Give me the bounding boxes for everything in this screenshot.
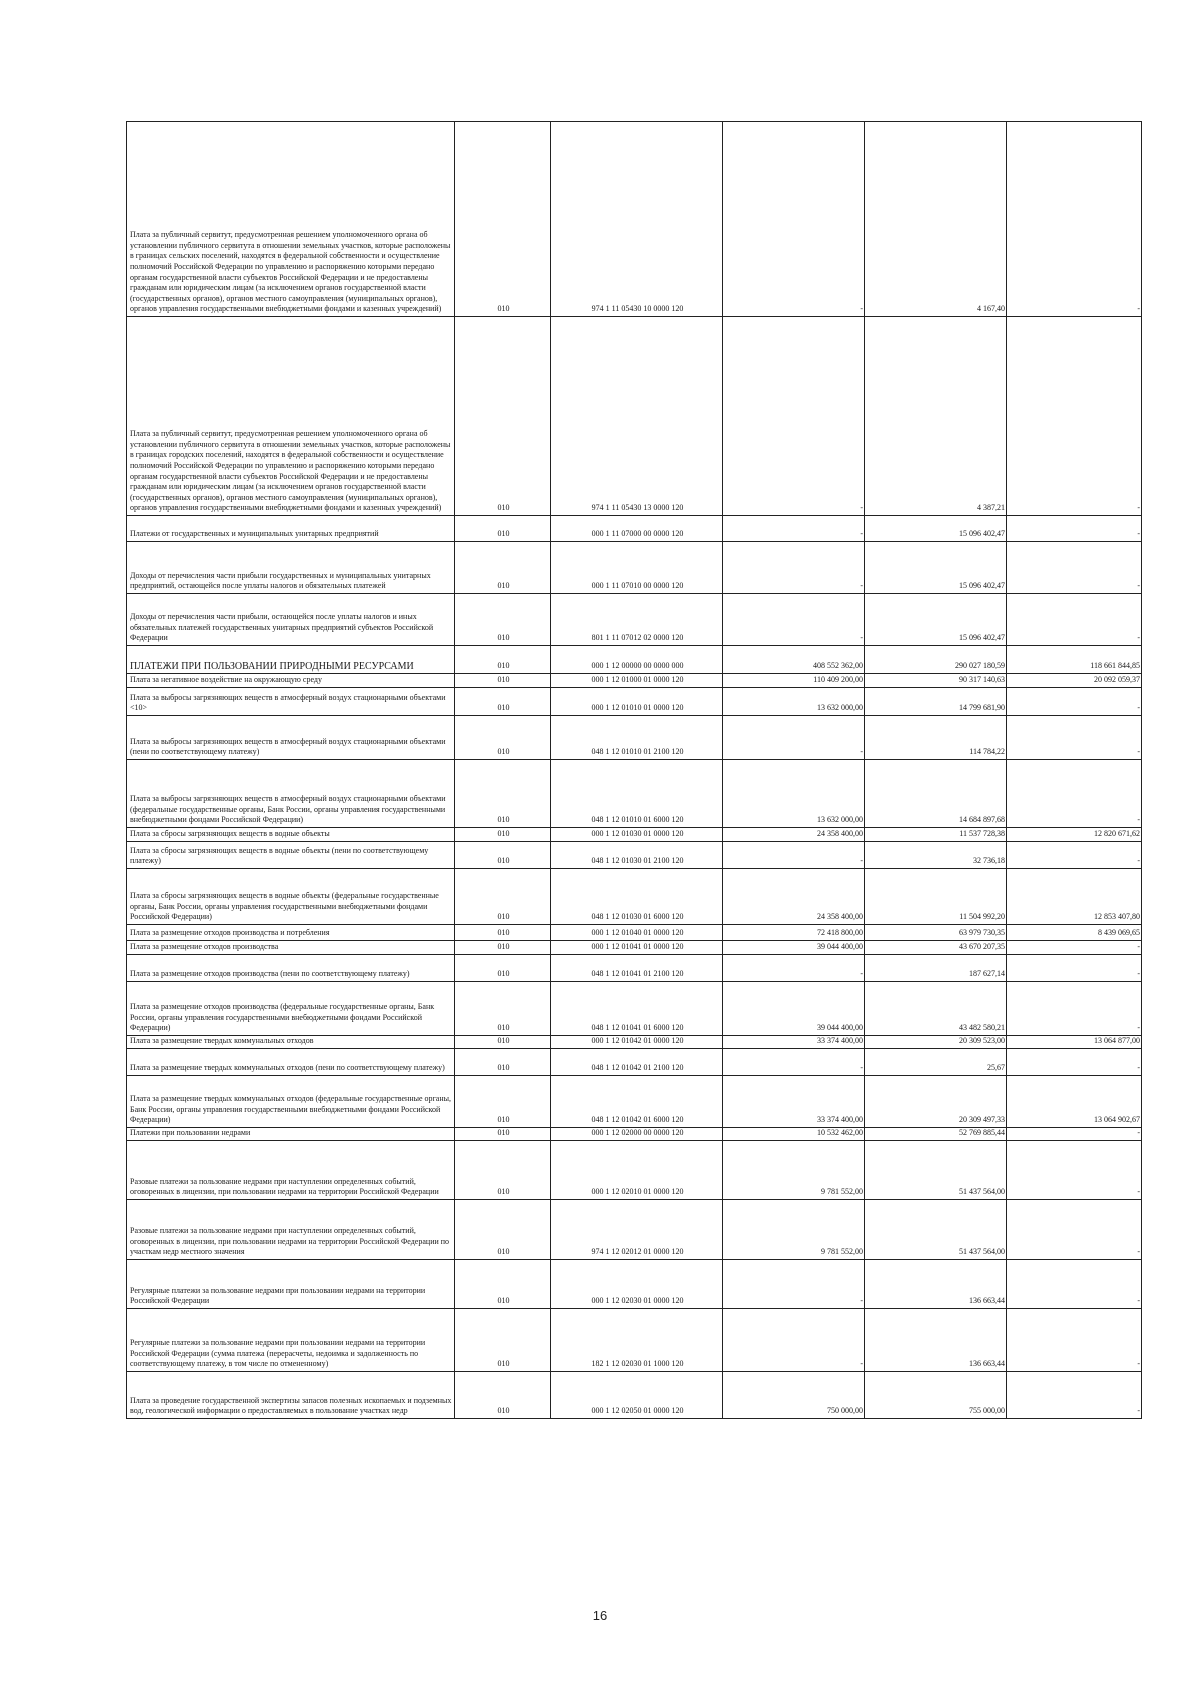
- table-body: [127, 122, 1142, 1419]
- row-kbk: 048 1 12 01042 01 2100 120: [551, 1049, 723, 1076]
- row-name: Плата за выбросы загрязняющих веществ в атмосферный воздух стационарными объектами (федеральные государственные органы, Банк России, органы управления государственными внебюджетными фондами Российской Федерации): [127, 760, 455, 828]
- table-row: [127, 122, 1142, 317]
- row-code: 010: [455, 1200, 551, 1260]
- row-code: 010: [455, 1036, 551, 1049]
- row-unexecuted-value: -: [1007, 955, 1142, 982]
- row-code: 010: [455, 674, 551, 688]
- row-code: 010: [455, 760, 551, 828]
- row-executed-value: 136 663,44: [865, 1309, 1007, 1372]
- row-name: Плата за сбросы загрязняющих веществ в водные объекты (пени по соответствующему платежу): [127, 842, 455, 869]
- row-plan-value: 72 418 800,00: [723, 925, 865, 941]
- row-name: Плата за размещение твердых коммунальных отходов (федеральные государственные органы, Банк России, органы управления государственными внебюджетными фондами Российской Федерации): [127, 1076, 455, 1128]
- table-row: [127, 925, 1142, 941]
- row-executed-value: 290 027 180,59: [865, 646, 1007, 674]
- table-row: [127, 828, 1142, 842]
- row-plan-value: 24 358 400,00: [723, 828, 865, 842]
- row-kbk: 000 1 12 01010 01 0000 120: [551, 688, 723, 716]
- row-kbk: 182 1 12 02030 01 1000 120: [551, 1309, 723, 1372]
- row-plan-value: 13 632 000,00: [723, 688, 865, 716]
- row-kbk: 000 1 12 02030 01 0000 120: [551, 1260, 723, 1309]
- row-plan-value: 13 632 000,00: [723, 760, 865, 828]
- row-name: Плата за сбросы загрязняющих веществ в водные объекты: [127, 828, 455, 842]
- row-executed-value: 32 736,18: [865, 842, 1007, 869]
- table-row: [127, 1076, 1142, 1128]
- row-code: 010: [455, 688, 551, 716]
- row-code: 010: [455, 955, 551, 982]
- row-unexecuted-value: -: [1007, 716, 1142, 760]
- row-plan-value: 24 358 400,00: [723, 869, 865, 925]
- row-plan-value: 33 374 400,00: [723, 1076, 865, 1128]
- row-name: Регулярные платежи за пользование недрами при пользовании недрами на территории Российской Федерации (сумма платежа (перерасчеты, недоимка и задолженность по соответствующему платежу, в том числе по отмененному): [127, 1309, 455, 1372]
- table-row: [127, 516, 1142, 542]
- row-code: 010: [455, 317, 551, 516]
- row-plan-value: 39 044 400,00: [723, 941, 865, 955]
- row-code: 010: [455, 941, 551, 955]
- row-plan-value: 10 532 462,00: [723, 1128, 865, 1141]
- row-plan-value: -: [723, 122, 865, 317]
- row-kbk: 000 1 11 07000 00 0000 120: [551, 516, 723, 542]
- row-plan-value: -: [723, 955, 865, 982]
- row-kbk: 000 1 12 01042 01 0000 120: [551, 1036, 723, 1049]
- row-plan-value: 9 781 552,00: [723, 1141, 865, 1200]
- row-name: Разовые платежи за пользование недрами при наступлении определенных событий, оговоренных в лицензии, при пользовании недрами на территории Российской Федерации по участкам недр местного значения: [127, 1200, 455, 1260]
- row-executed-value: 15 096 402,47: [865, 542, 1007, 594]
- row-kbk: 000 1 12 02010 01 0000 120: [551, 1141, 723, 1200]
- row-unexecuted-value: -: [1007, 1200, 1142, 1260]
- row-unexecuted-value: -: [1007, 1260, 1142, 1309]
- table-row: [127, 688, 1142, 716]
- row-code: 010: [455, 646, 551, 674]
- row-kbk: 048 1 12 01041 01 6000 120: [551, 982, 723, 1036]
- table-row: [127, 1049, 1142, 1076]
- row-kbk: 801 1 11 07012 02 0000 120: [551, 594, 723, 646]
- row-executed-value: 187 627,14: [865, 955, 1007, 982]
- row-name: Регулярные платежи за пользование недрами при пользовании недрами на территории Российской Федерации: [127, 1260, 455, 1309]
- table-row: [127, 1141, 1142, 1200]
- row-name: Плата за размещение отходов производства (пени по соответствующему платежу): [127, 955, 455, 982]
- row-name: Плата за размещение твердых коммунальных отходов: [127, 1036, 455, 1049]
- row-plan-value: 33 374 400,00: [723, 1036, 865, 1049]
- row-unexecuted-value: -: [1007, 1372, 1142, 1419]
- row-code: 010: [455, 1128, 551, 1141]
- row-code: 010: [455, 594, 551, 646]
- row-unexecuted-value: 12 820 671,62: [1007, 828, 1142, 842]
- row-executed-value: 52 769 885,44: [865, 1128, 1007, 1141]
- row-executed-value: 11 504 992,20: [865, 869, 1007, 925]
- row-name: Плата за публичный сервитут, предусмотренная решением уполномоченного органа об установлении публичного сервитута в отношении земельных участков, которые расположены в границах сельских поселений, находятся в федеральной собственности и осуществление полномочий Российской Федерации по управлению и распоряжению которыми передано органам государственной власти субъектов Российской Федерации и не предоставлены гражданам или юридическим лицам (за исключением органов государственной власти (государственных органов), органов местного самоуправления (муниципальных органов), органов управления государственными внебюджетными фондами и казенных учреждений): [127, 122, 455, 317]
- row-kbk: 048 1 12 01010 01 6000 120: [551, 760, 723, 828]
- row-executed-value: 15 096 402,47: [865, 516, 1007, 542]
- row-executed-value: 90 317 140,63: [865, 674, 1007, 688]
- row-unexecuted-value: -: [1007, 842, 1142, 869]
- table-row: [127, 1036, 1142, 1049]
- row-unexecuted-value: -: [1007, 760, 1142, 828]
- row-kbk: 000 1 12 02000 00 0000 120: [551, 1128, 723, 1141]
- row-plan-value: -: [723, 516, 865, 542]
- row-code: 010: [455, 1309, 551, 1372]
- row-executed-value: 63 979 730,35: [865, 925, 1007, 941]
- row-name: Доходы от перечисления части прибыли, остающейся после уплаты налогов и иных обязательных платежей государственных унитарных предприятий субъектов Российской Федерации: [127, 594, 455, 646]
- row-name: Плата за размещение отходов производства и потребления: [127, 925, 455, 941]
- table-row: [127, 542, 1142, 594]
- row-unexecuted-value: 20 092 059,37: [1007, 674, 1142, 688]
- row-code: 010: [455, 842, 551, 869]
- row-kbk: 048 1 12 01042 01 6000 120: [551, 1076, 723, 1128]
- row-code: 010: [455, 122, 551, 317]
- table-row: [127, 982, 1142, 1036]
- row-plan-value: -: [723, 1309, 865, 1372]
- table-row: [127, 1260, 1142, 1309]
- row-unexecuted-value: -: [1007, 941, 1142, 955]
- row-unexecuted-value: -: [1007, 594, 1142, 646]
- row-unexecuted-value: -: [1007, 1049, 1142, 1076]
- row-name: Плата за сбросы загрязняющих веществ в водные объекты (федеральные государственные органы, Банк России, органы управления государственными внебюджетными фондами Российской Федерации): [127, 869, 455, 925]
- row-executed-value: 14 799 681,90: [865, 688, 1007, 716]
- row-plan-value: 9 781 552,00: [723, 1200, 865, 1260]
- row-name: Плата за публичный сервитут, предусмотренная решением уполномоченного органа об установлении публичного сервитута в отношении земельных участков, которые расположены в границах городских поселений, находятся в федеральной собственности и осуществление полномочий Российской Федерации по управлению и распоряжению которыми передано органам государственной власти субъектов Российской Федерации и не предоставлены гражданам или юридическим лицам (за исключением органов государственной власти (государственных органов), органов местного самоуправления (муниципальных органов), органов управления государственными внебюджетными фондами и казенных учреждений): [127, 317, 455, 516]
- table-row: [127, 646, 1142, 674]
- row-unexecuted-value: 118 661 844,85: [1007, 646, 1142, 674]
- table-row: [127, 760, 1142, 828]
- row-name: Плата за выбросы загрязняющих веществ в атмосферный воздух стационарными объектами (пени по соответствующему платежу): [127, 716, 455, 760]
- row-unexecuted-value: -: [1007, 1141, 1142, 1200]
- row-unexecuted-value: -: [1007, 982, 1142, 1036]
- row-kbk: 000 1 12 01030 01 0000 120: [551, 828, 723, 842]
- row-name: Платежи от государственных и муниципальных унитарных предприятий: [127, 516, 455, 542]
- row-unexecuted-value: -: [1007, 1128, 1142, 1141]
- row-kbk: 974 1 11 05430 13 0000 120: [551, 317, 723, 516]
- row-plan-value: -: [723, 1049, 865, 1076]
- row-code: 010: [455, 1372, 551, 1419]
- row-plan-value: -: [723, 542, 865, 594]
- row-code: 010: [455, 982, 551, 1036]
- table-row: [127, 869, 1142, 925]
- table-row: [127, 1309, 1142, 1372]
- table-row: [127, 842, 1142, 869]
- page-number: 16: [592, 1608, 608, 1623]
- row-code: 010: [455, 1141, 551, 1200]
- row-unexecuted-value: -: [1007, 122, 1142, 317]
- row-name: Плата за проведение государственной экспертизы запасов полезных ископаемых и подземных вод, геологической информации о предоставляемых в пользование участках недр: [127, 1372, 455, 1419]
- row-code: 010: [455, 925, 551, 941]
- row-executed-value: 43 670 207,35: [865, 941, 1007, 955]
- row-executed-value: 11 537 728,38: [865, 828, 1007, 842]
- row-executed-value: 15 096 402,47: [865, 594, 1007, 646]
- row-unexecuted-value: -: [1007, 542, 1142, 594]
- row-name: Плата за размещение твердых коммунальных отходов (пени по соответствующему платежу): [127, 1049, 455, 1076]
- row-unexecuted-value: -: [1007, 317, 1142, 516]
- row-unexecuted-value: -: [1007, 688, 1142, 716]
- row-name: Плата за размещение отходов производства (федеральные государственные органы, Банк России, органы управления государственными внебюджетными фондами Российской Федерации): [127, 982, 455, 1036]
- row-plan-value: 408 552 362,00: [723, 646, 865, 674]
- row-code: 010: [455, 828, 551, 842]
- row-kbk: 000 1 12 01040 01 0000 120: [551, 925, 723, 941]
- table-row: [127, 674, 1142, 688]
- row-kbk: 000 1 12 01000 01 0000 120: [551, 674, 723, 688]
- table-row: [127, 941, 1142, 955]
- row-kbk: 048 1 12 01030 01 2100 120: [551, 842, 723, 869]
- row-kbk: 000 1 12 02050 01 0000 120: [551, 1372, 723, 1419]
- table-row: [127, 1200, 1142, 1260]
- table-row: [127, 1372, 1142, 1419]
- row-unexecuted-value: -: [1007, 516, 1142, 542]
- table-row: [127, 716, 1142, 760]
- table-row: [127, 955, 1142, 982]
- row-code: 010: [455, 1260, 551, 1309]
- row-kbk: 974 1 12 02012 01 0000 120: [551, 1200, 723, 1260]
- row-executed-value: 43 482 580,21: [865, 982, 1007, 1036]
- row-kbk: 048 1 12 01041 01 2100 120: [551, 955, 723, 982]
- row-plan-value: -: [723, 1260, 865, 1309]
- row-code: 010: [455, 869, 551, 925]
- row-executed-value: 51 437 564,00: [865, 1200, 1007, 1260]
- row-executed-value: 51 437 564,00: [865, 1141, 1007, 1200]
- row-executed-value: 136 663,44: [865, 1260, 1007, 1309]
- row-plan-value: 750 000,00: [723, 1372, 865, 1419]
- row-plan-value: -: [723, 317, 865, 516]
- table-row: [127, 317, 1142, 516]
- row-kbk: 974 1 11 05430 10 0000 120: [551, 122, 723, 317]
- row-name: Плата за негативное воздействие на окружающую среду: [127, 674, 455, 688]
- row-executed-value: 20 309 523,00: [865, 1036, 1007, 1049]
- row-kbk: 000 1 11 07010 00 0000 120: [551, 542, 723, 594]
- row-kbk: 000 1 12 01041 01 0000 120: [551, 941, 723, 955]
- row-executed-value: 14 684 897,68: [865, 760, 1007, 828]
- table-row: [127, 594, 1142, 646]
- row-name: Доходы от перечисления части прибыли государственных и муниципальных унитарных предприятий, остающейся после уплаты налогов и обязательных платежей: [127, 542, 455, 594]
- row-name: Плата за размещение отходов производства: [127, 941, 455, 955]
- row-unexecuted-value: 13 064 877,00: [1007, 1036, 1142, 1049]
- row-unexecuted-value: 12 853 407,80: [1007, 869, 1142, 925]
- row-executed-value: 4 167,40: [865, 122, 1007, 317]
- row-code: 010: [455, 1076, 551, 1128]
- row-name: ПЛАТЕЖИ ПРИ ПОЛЬЗОВАНИИ ПРИРОДНЫМИ РЕСУРСАМИ: [127, 646, 455, 674]
- row-plan-value: -: [723, 594, 865, 646]
- row-kbk: 048 1 12 01010 01 2100 120: [551, 716, 723, 760]
- row-unexecuted-value: -: [1007, 1309, 1142, 1372]
- row-executed-value: 20 309 497,33: [865, 1076, 1007, 1128]
- row-executed-value: 755 000,00: [865, 1372, 1007, 1419]
- row-executed-value: 4 387,21: [865, 317, 1007, 516]
- row-code: 010: [455, 542, 551, 594]
- row-plan-value: -: [723, 842, 865, 869]
- row-unexecuted-value: 13 064 902,67: [1007, 1076, 1142, 1128]
- row-name: Плата за выбросы загрязняющих веществ в атмосферный воздух стационарными объектами <10>: [127, 688, 455, 716]
- row-name: Платежи при пользовании недрами: [127, 1128, 455, 1141]
- row-code: 010: [455, 516, 551, 542]
- row-plan-value: 110 409 200,00: [723, 674, 865, 688]
- row-plan-value: 39 044 400,00: [723, 982, 865, 1036]
- row-name: Разовые платежи за пользование недрами при наступлении определенных событий, оговоренных в лицензии, при пользовании недрами на территории Российской Федерации: [127, 1141, 455, 1200]
- row-unexecuted-value: 8 439 069,65: [1007, 925, 1142, 941]
- table-row: [127, 1128, 1142, 1141]
- row-plan-value: -: [723, 716, 865, 760]
- row-code: 010: [455, 1049, 551, 1076]
- row-executed-value: 25,67: [865, 1049, 1007, 1076]
- revenue-table: [126, 121, 1142, 1419]
- row-executed-value: 114 784,22: [865, 716, 1007, 760]
- row-kbk: 000 1 12 00000 00 0000 000: [551, 646, 723, 674]
- row-code: 010: [455, 716, 551, 760]
- row-kbk: 048 1 12 01030 01 6000 120: [551, 869, 723, 925]
